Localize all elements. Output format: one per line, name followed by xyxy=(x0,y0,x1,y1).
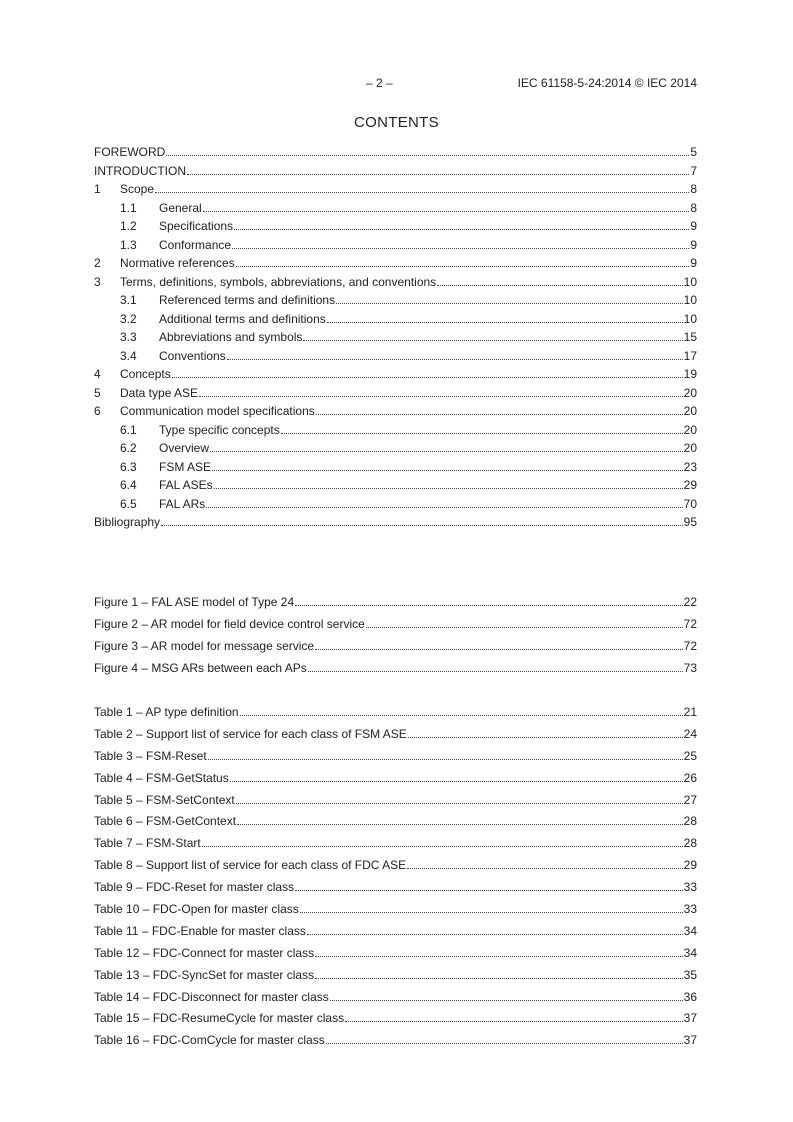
entry-title: Table 1 – AP type definition xyxy=(94,705,239,719)
entry-title: Terms, definitions, symbols, abbreviations, and conventions xyxy=(120,274,437,289)
entry-title: Additional terms and definitions xyxy=(159,311,326,326)
dot-leader xyxy=(408,737,683,738)
figure-entry[interactable] xyxy=(94,617,697,639)
dot-leader xyxy=(308,671,683,672)
entry-title: Table 15 – FDC-ResumeCycle for master class xyxy=(94,1011,345,1026)
entry-title: Abbreviations and symbols xyxy=(159,330,303,344)
entry-number: 3.3 xyxy=(120,330,137,344)
entry-title: Table 11 – FDC-Enable for master class xyxy=(94,923,306,938)
entry-page: 19 xyxy=(683,367,697,381)
dot-leader xyxy=(236,266,690,267)
dot-leader xyxy=(199,396,683,397)
entry-page: 7 xyxy=(690,163,697,178)
entry-title: Normative references xyxy=(120,256,235,270)
entry-page: 21 xyxy=(683,705,697,719)
entry-page: 73 xyxy=(683,660,697,675)
entry-title: Overview xyxy=(159,441,210,455)
entry-number: 6.4 xyxy=(120,478,137,492)
entry-page: 23 xyxy=(683,459,697,474)
entry-number: 6.1 xyxy=(120,422,137,437)
entry-title: Table 7 – FSM-Start xyxy=(94,836,201,851)
entry-page: 29 xyxy=(683,478,697,492)
entry-number: 6 xyxy=(94,404,101,418)
entry-page: 37 xyxy=(683,1011,697,1026)
toc-entry[interactable] xyxy=(94,515,697,534)
list-of-figures xyxy=(94,595,697,683)
toc-entry[interactable] xyxy=(94,423,697,442)
figure-entry[interactable] xyxy=(94,661,697,683)
list-of-tables xyxy=(94,705,697,1055)
entry-page: 34 xyxy=(683,945,697,960)
dot-leader xyxy=(227,359,683,360)
dot-leader xyxy=(161,525,683,526)
dot-leader xyxy=(315,978,683,979)
dot-leader xyxy=(236,803,683,804)
toc-entry[interactable] xyxy=(94,293,697,312)
dot-leader xyxy=(232,248,689,249)
entry-number: 1 xyxy=(94,182,101,196)
entry-title: Referenced terms and definitions xyxy=(159,293,336,307)
entry-title: FAL ARs xyxy=(159,496,206,511)
dot-leader xyxy=(366,627,683,628)
entry-page: 72 xyxy=(683,616,697,631)
toc-entry[interactable] xyxy=(94,460,697,479)
toc-entry[interactable] xyxy=(94,349,697,368)
entry-page: 34 xyxy=(683,923,697,938)
entry-number: 3.2 xyxy=(120,311,137,326)
entry-title: Table 6 – FSM-GetContext xyxy=(94,814,237,829)
entry-page: 20 xyxy=(683,441,697,455)
entry-page: 9 xyxy=(690,256,697,270)
entry-title: Table 14 – FDC-Disconnect for master class xyxy=(94,989,329,1004)
entry-title: Conventions xyxy=(159,348,226,363)
entry-title: Figure 4 – MSG ARs between each APs xyxy=(94,660,307,675)
dot-leader xyxy=(155,192,689,193)
entry-title: Table 10 – FDC-Open for master class xyxy=(94,902,299,917)
dot-leader xyxy=(237,824,683,825)
entry-title: Table 16 – FDC-ComCycle for master class xyxy=(94,1033,325,1048)
entry-title: Figure 1 – FAL ASE model of Type 24 xyxy=(94,595,295,609)
entry-page: 9 xyxy=(690,237,697,252)
entry-page: 35 xyxy=(683,967,697,982)
entry-title: Figure 3 – AR model for message service xyxy=(94,638,315,653)
entry-page: 70 xyxy=(683,496,697,511)
entry-title: INTRODUCTION xyxy=(94,163,186,178)
table-of-contents xyxy=(94,145,697,534)
dot-leader xyxy=(303,340,682,341)
entry-title: Table 5 – FSM-SetContext xyxy=(94,792,235,807)
entry-page: 20 xyxy=(683,422,697,437)
entry-title: Concepts xyxy=(120,367,171,381)
table-entry[interactable] xyxy=(94,705,697,727)
entry-number: 1.3 xyxy=(120,237,137,252)
table-entry[interactable] xyxy=(94,968,697,990)
entry-title: Specifications xyxy=(159,219,234,233)
dot-leader xyxy=(300,912,683,913)
entry-page: 8 xyxy=(690,200,697,215)
entry-page: 26 xyxy=(683,770,697,785)
dot-leader xyxy=(281,433,683,434)
entry-title: Table 9 – FDC-Reset for master class xyxy=(94,880,295,895)
entry-title: Figure 2 – AR model for field device control service xyxy=(94,616,365,631)
table-entry[interactable] xyxy=(94,771,697,793)
entry-page: 24 xyxy=(683,726,697,741)
table-entry[interactable] xyxy=(94,727,697,749)
entry-page: 15 xyxy=(683,330,697,344)
table-entry[interactable] xyxy=(94,1033,697,1055)
dot-leader xyxy=(336,303,683,304)
toc-entry[interactable] xyxy=(94,312,697,331)
entry-page: 27 xyxy=(683,792,697,807)
entry-title: Data type ASE xyxy=(120,385,199,400)
toc-entry[interactable] xyxy=(94,182,697,201)
dot-leader xyxy=(240,715,683,716)
toc-entry[interactable] xyxy=(94,256,697,275)
entry-page: 10 xyxy=(683,274,697,289)
entry-page: 72 xyxy=(683,638,697,653)
table-entry[interactable] xyxy=(94,836,697,858)
entry-page: 95 xyxy=(683,515,697,529)
entry-title: Table 3 – FSM-Reset xyxy=(94,748,207,763)
entry-page: 10 xyxy=(683,311,697,326)
table-entry[interactable] xyxy=(94,924,697,946)
toc-entry[interactable] xyxy=(94,275,697,294)
document-id: IEC 61158-5-24:2014 © IEC 2014 xyxy=(517,76,697,90)
entry-number: 1.1 xyxy=(120,200,137,215)
entry-number: 4 xyxy=(94,367,101,381)
dot-leader xyxy=(295,890,683,891)
entry-number: 6.5 xyxy=(120,496,137,511)
dot-leader xyxy=(208,759,683,760)
entry-title: Table 2 – Support list of service for each class of FSM ASE xyxy=(94,726,407,741)
entry-title: FAL ASEs xyxy=(159,478,213,492)
entry-page: 17 xyxy=(683,348,697,363)
dot-leader xyxy=(230,781,683,782)
table-entry[interactable] xyxy=(94,749,697,771)
dot-leader xyxy=(202,846,683,847)
entry-number: 1.2 xyxy=(120,219,137,233)
entry-number: 3.4 xyxy=(120,348,137,363)
entry-number: 2 xyxy=(94,256,101,270)
toc-entry[interactable] xyxy=(94,201,697,220)
dot-leader xyxy=(212,470,683,471)
toc-entry[interactable] xyxy=(94,330,697,349)
page-title: CONTENTS xyxy=(354,114,439,131)
entry-page: 20 xyxy=(683,385,697,400)
entry-page: 33 xyxy=(683,902,697,917)
entry-page: 37 xyxy=(683,1033,697,1048)
entry-title: Table 4 – FSM-GetStatus xyxy=(94,770,229,785)
entry-page: 5 xyxy=(690,145,697,159)
toc-entry[interactable] xyxy=(94,404,697,423)
entry-page: 9 xyxy=(690,219,697,233)
table-entry[interactable] xyxy=(94,793,697,815)
figure-entry[interactable] xyxy=(94,595,697,617)
entry-page: 29 xyxy=(683,858,697,873)
table-entry[interactable] xyxy=(94,902,697,924)
entry-title: FOREWORD xyxy=(94,145,166,159)
toc-entry[interactable] xyxy=(94,164,697,183)
entry-page: 28 xyxy=(683,836,697,851)
table-entry[interactable] xyxy=(94,1011,697,1033)
dot-leader xyxy=(206,507,682,508)
dot-leader xyxy=(345,1021,683,1022)
dot-leader xyxy=(166,155,689,156)
entry-page: 36 xyxy=(683,989,697,1004)
table-entry[interactable] xyxy=(94,880,697,902)
toc-entry[interactable] xyxy=(94,497,697,516)
dot-leader xyxy=(172,377,683,378)
dot-leader xyxy=(307,934,683,935)
entry-title: Type specific concepts xyxy=(159,422,280,437)
table-entry[interactable] xyxy=(94,858,697,880)
entry-page: 10 xyxy=(683,293,697,307)
toc-entry[interactable] xyxy=(94,238,697,257)
toc-entry[interactable] xyxy=(94,386,697,405)
toc-entry[interactable] xyxy=(94,145,697,164)
entry-page: 28 xyxy=(683,814,697,829)
dot-leader xyxy=(327,322,683,323)
entry-page: 25 xyxy=(683,748,697,763)
dot-leader xyxy=(315,956,683,957)
dot-leader xyxy=(203,211,690,212)
dot-leader xyxy=(214,488,683,489)
entry-page: 8 xyxy=(690,182,697,196)
page-number: – 2 – xyxy=(366,76,393,90)
entry-title: Conformance xyxy=(159,237,232,252)
dot-leader xyxy=(295,605,683,606)
dot-leader xyxy=(326,1043,683,1044)
toc-entry[interactable] xyxy=(94,441,697,460)
dot-leader xyxy=(330,1000,683,1001)
entry-title: FSM ASE xyxy=(159,459,212,474)
entry-page: 33 xyxy=(683,880,697,895)
toc-entry[interactable] xyxy=(94,219,697,238)
table-entry[interactable] xyxy=(94,946,697,968)
dot-leader xyxy=(234,229,689,230)
dot-leader xyxy=(315,649,683,650)
entry-number: 5 xyxy=(94,385,101,400)
entry-title: Communication model specifications xyxy=(120,404,315,418)
table-entry[interactable] xyxy=(94,990,697,1012)
entry-title: General xyxy=(159,200,202,215)
figure-entry[interactable] xyxy=(94,639,697,661)
entry-number: 3 xyxy=(94,274,101,289)
dot-leader xyxy=(187,174,689,175)
entry-number: 3.1 xyxy=(120,293,137,307)
entry-title: Table 8 – Support list of service for each class of FDC ASE xyxy=(94,858,407,873)
entry-title: Scope xyxy=(120,182,155,196)
entry-number: 6.3 xyxy=(120,459,137,474)
table-entry[interactable] xyxy=(94,814,697,836)
toc-entry[interactable] xyxy=(94,367,697,386)
entry-title: Table 13 – FDC-SyncSet for master class xyxy=(94,967,315,982)
entry-title: Bibliography xyxy=(94,515,161,529)
dot-leader xyxy=(437,285,682,286)
toc-entry[interactable] xyxy=(94,478,697,497)
entry-page: 22 xyxy=(683,595,697,609)
entry-number: 6.2 xyxy=(120,441,137,455)
dot-leader xyxy=(210,451,683,452)
page-header xyxy=(0,76,793,92)
entry-title: Table 12 – FDC-Connect for master class xyxy=(94,945,315,960)
dot-leader xyxy=(407,868,683,869)
entry-page: 20 xyxy=(683,404,697,418)
dot-leader xyxy=(316,414,683,415)
